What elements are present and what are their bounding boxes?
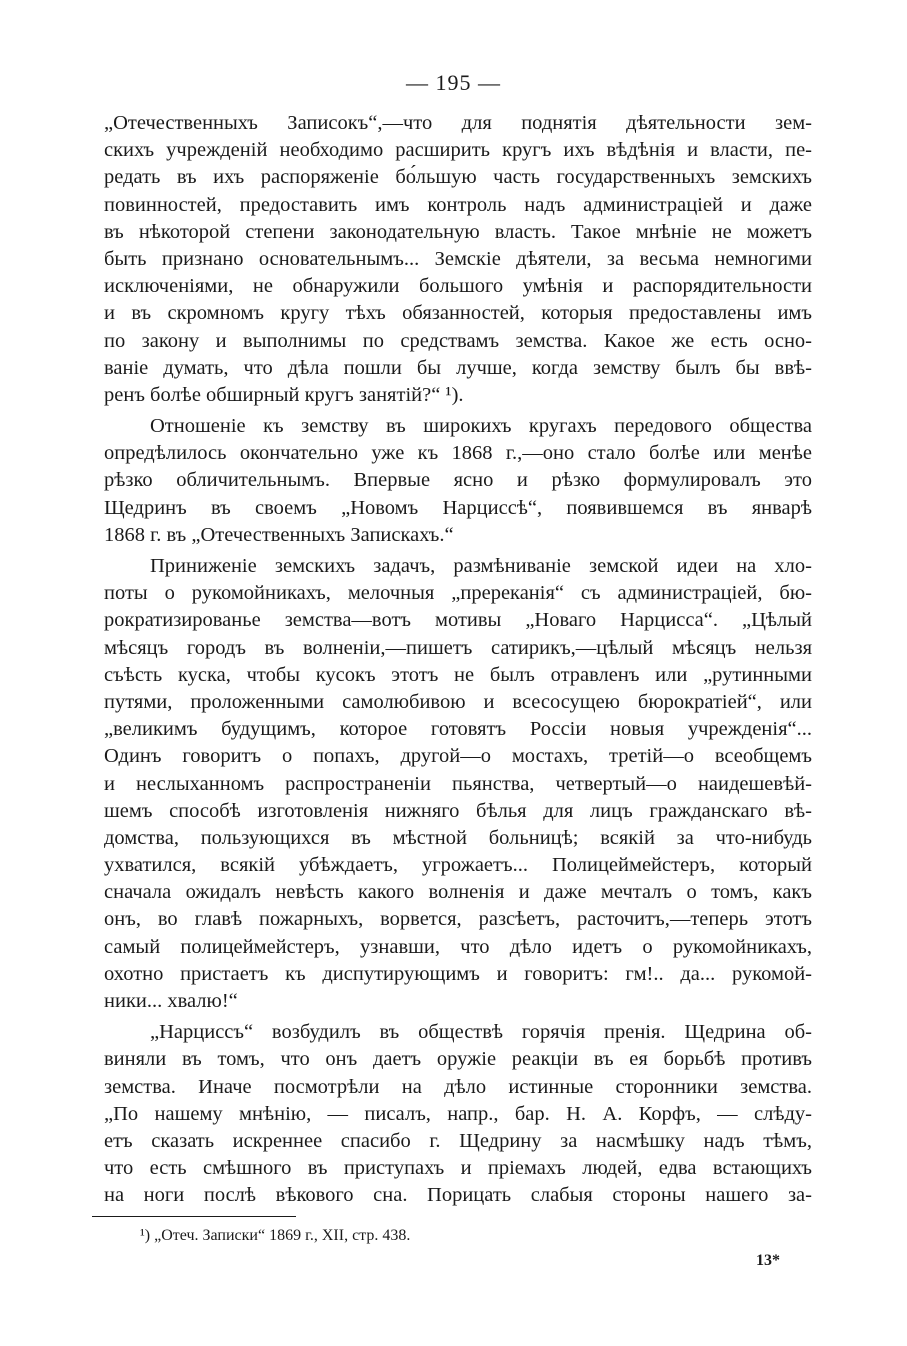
text-line: ваніе думать, что дѣла пошли бы лучше, когда земству былъ бы ввѣ- [104,356,812,379]
text-line: и неслыханномъ распространеніи пьянства, четвертый—о наидешевѣй- [104,772,812,795]
text-line: по закону и выполнимы по средствамъ земства. Какое же есть осно- [104,329,812,352]
text-line: земства. Иначе посмотрѣли на дѣло истинные сторонники земства. [104,1075,812,1098]
text-line: рѣзко обличительнымъ. Впервые ясно и рѣзко формулировалъ это [104,469,812,492]
body-text [104,110,812,1210]
text-line: опредѣлилось окончательно уже къ 1868 г.,—оно стало болѣе или менѣе [104,442,812,465]
text-line: „По нашему мнѣнію, — писалъ, напр., бар. Н. А. Корфъ, — слѣду- [104,1102,812,1125]
text-line: самый полицеймейстеръ, узнавши, что дѣло идетъ о рукомойникахъ, [104,935,812,958]
text-line: редать въ ихъ распоряженіе бо́льшую часть государственныхъ земскихъ [104,166,812,189]
footnote-text: „Отеч. Записки“ 1869 г., XII, стр. 438. [154,1227,411,1244]
footnote-mark: ¹) [140,1227,151,1244]
text-line: скихъ учрежденій необходимо расширить кругъ ихъ вѣдѣнія и власти, пе- [104,139,812,162]
text-line: путями, проложенными самолюбивою и всесосущею бюрократіей“, или [104,690,812,713]
text-line: 1868 г. въ „Отечественныхъ Запискахъ.“ [104,523,454,546]
text-line: мѣсяцъ городъ въ волненіи,—пишетъ сатирикъ,—цѣлый мѣсяцъ нельзя [104,636,812,659]
text-line: поты о рукомойникахъ, мелочныя „пререканія“ съ администраціей, бю- [104,582,812,605]
text-line: ухватился, всякій убѣждаетъ, угрожаетъ... Полицеймейстеръ, который [104,854,812,877]
text-line: что есть смѣшного въ приступахъ и пріемахъ людей, едва встающихъ [104,1157,812,1180]
text-line: и въ скромномъ кругу тѣхъ обязанностей, которыя предоставлены имъ [104,302,812,325]
footnote [140,1226,410,1246]
text-line: Отношеніе къ земству въ широкихъ кругахъ передового общества [150,415,812,438]
text-line: „Нарциссъ“ возбудилъ въ обществѣ горячія пренія. Щедрина об- [150,1021,812,1044]
text-line: виняли въ томъ, что онъ даетъ оружіе реакціи въ ея борьбѣ противъ [104,1048,812,1071]
text-line: етъ сказать искреннее спасибо г. Щедрину за насмѣшку надъ тѣмъ, [104,1129,812,1152]
footnote-divider [92,1216,296,1217]
text-line: сначала ожидалъ невѣсть какого волненія и даже мечталъ о томъ, какъ [104,881,812,904]
text-line: домства, пользующихся въ мѣстной больницѣ; всякій за что-нибудь [104,826,812,849]
text-line: рократизированье земства—вотъ мотивы „Новаго Нарцисса“. „Цѣлый [104,609,812,632]
text-line: исключеніями, не обнаружили большого умѣнія и распорядительности [104,275,812,298]
text-line: въ нѣкоторой степени законодательную власть. Такое мнѣніе не можетъ [104,220,812,243]
text-line: быть признано основательнымъ... Земскіе дѣятели, за весьма немногими [104,247,812,270]
text-line: ренъ болѣе обширный кругъ занятій?“ ¹). [104,383,464,406]
text-line: Одинъ говоритъ о попахъ, другой—о мостахъ, третій—о всеобщемъ [104,745,812,768]
text-line: Щедринъ въ своемъ „Новомъ Нарциссѣ“, появившемся въ январѣ [104,496,812,519]
text-line: ники... хвалю!“ [104,990,238,1012]
text-line: шемъ способѣ изготовленія нижняго бѣлья для лицъ гражданскаго вѣ- [104,799,812,822]
text-line: „Отечественныхъ Записокъ“,—что для поднятія дѣятельности зем- [104,112,812,134]
text-line: повинностей, предоставить имъ контроль надъ администраціей и даже [104,193,812,216]
page-number: — 195 — [406,70,501,95]
text-line: „великимъ будущимъ, которое готовятъ Россіи новыя учрежденія“... [104,718,812,741]
text-line: съѣсть куска, чтобы кусокъ этотъ не былъ отравленъ или „рутинными [104,663,812,686]
signature-mark: 13* [756,1252,780,1269]
text-line: на ноги послѣ вѣкового сна. Порицать слабыя стороны нашего за- [104,1184,812,1207]
text-line: охотно пристаетъ къ диспутирующимъ и говоритъ: гм!.. да... рукомой- [104,962,812,985]
text-line: онъ, во главѣ пожарныхъ, ворвется, разсѣетъ, расточитъ,—теперь этотъ [104,908,812,931]
text-line: Приниженіе земскихъ задачъ, размѣниваніе земской идеи на хло- [150,555,812,577]
